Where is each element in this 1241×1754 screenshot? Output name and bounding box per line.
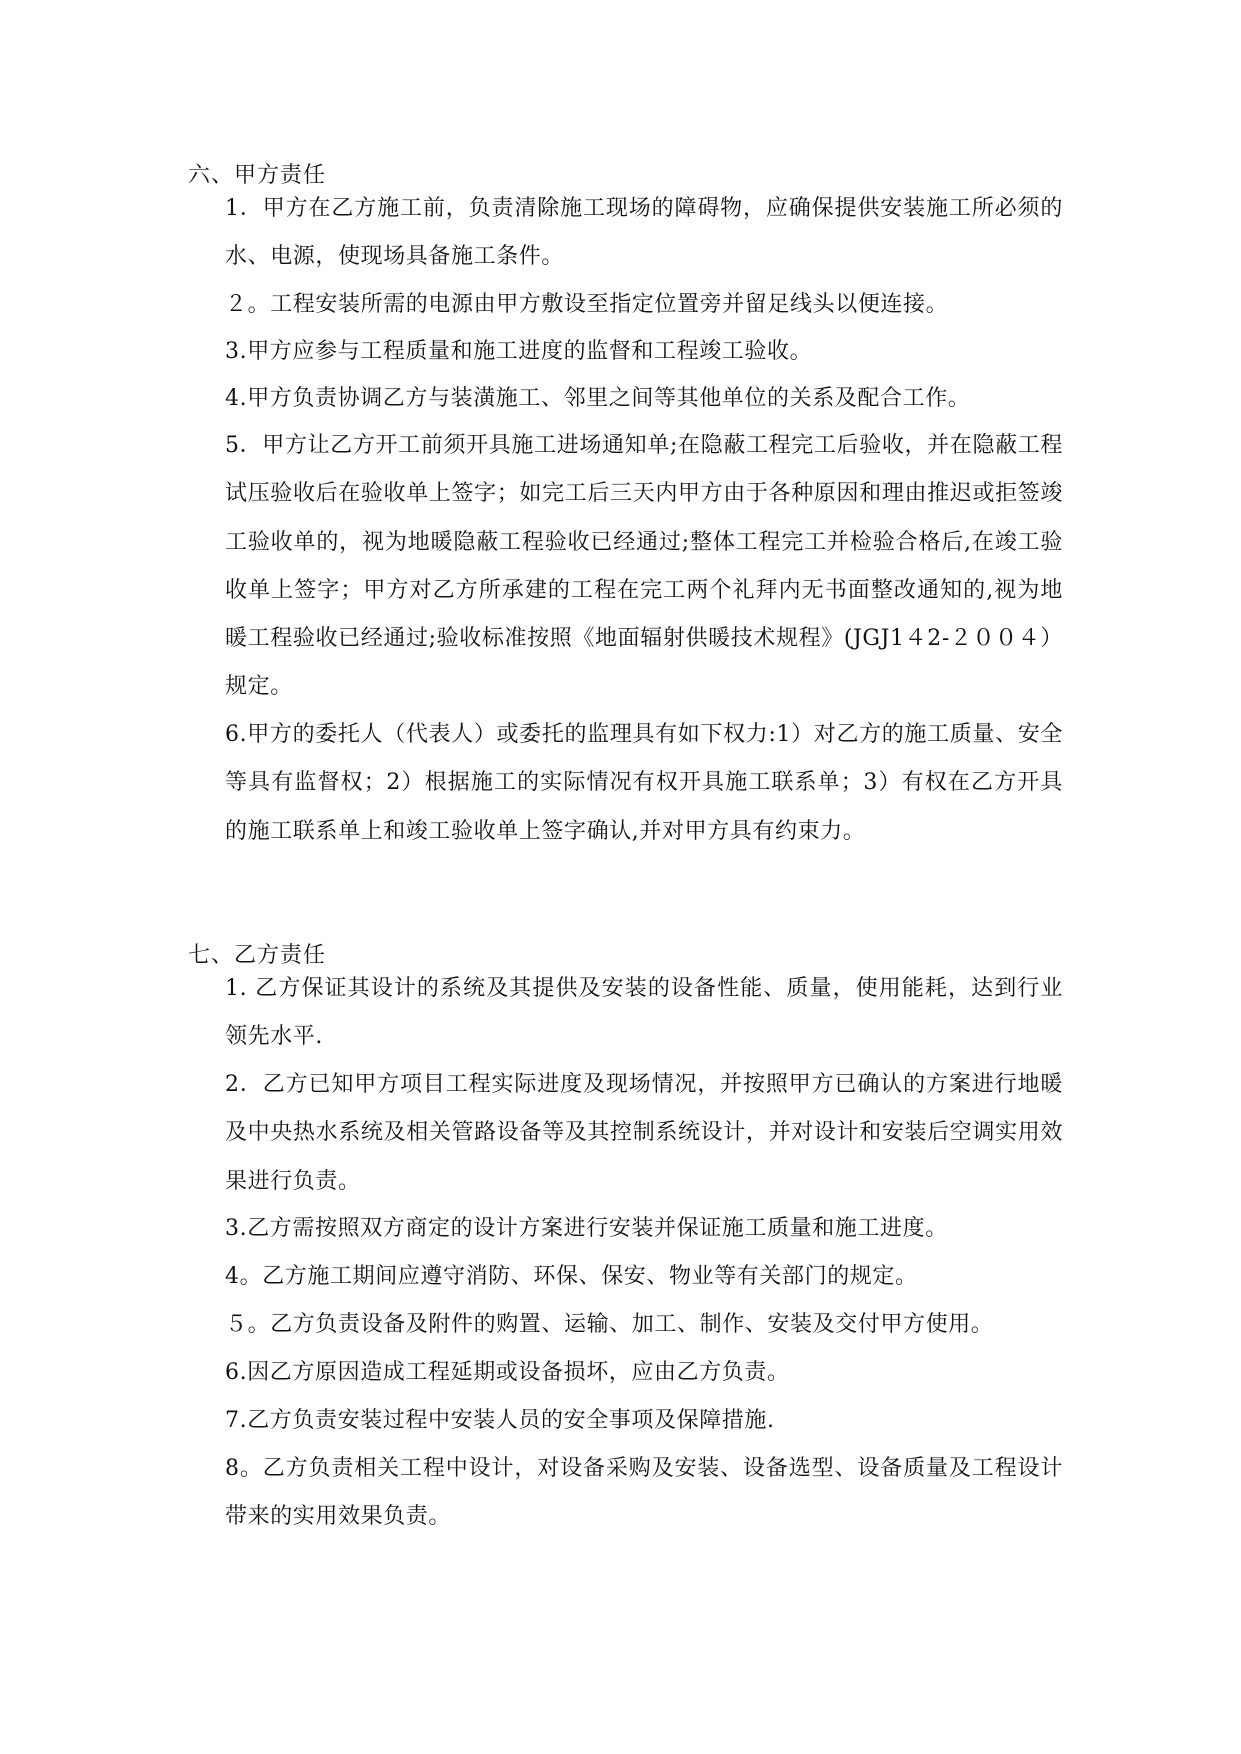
- clause-item: 6.因乙方原因造成工程延期或设备损坏，应由乙方负责。: [225, 1360, 790, 1385]
- clause-item: 8。乙方负责相关工程中设计，对设备采购及安装、设备选型、设备质量及工程设计带来的实用效果负责。: [225, 1456, 1063, 1530]
- clause-item: 6.甲方的委托人（代表人）或委托的监理具有如下权力:1）对乙方的施工质量、安全等具有监督权；2）根据施工的实际情况有权开具施工联系单；3）有权在乙方开具的施工联系单上和竣工验收单上签字确认,并对甲方具有约束力。: [225, 722, 1063, 844]
- clause-item: 2．乙方已知甲方项目工程实际进度及现场情况，并按照甲方已确认的方案进行地暖及中央热水系统及相关管路设备等及其控制系统设计，并对设计和安装后空调实用效果进行负责。: [225, 1072, 1063, 1194]
- clause-item: 3.甲方应参与工程质量和施工进度的监督和工程竣工验收。: [225, 339, 813, 364]
- section-heading: 六、甲方责任: [188, 163, 327, 188]
- clause-item: 4。乙方施工期间应遵守消防、环保、保安、物业等有关部门的规定。: [225, 1264, 918, 1289]
- clause-item: ２。工程安装所需的电源由甲方敷设至指定位置旁并留足线头以便连接。: [225, 292, 949, 317]
- clause-item: 1．甲方在乙方施工前，负责清除施工现场的障碍物，应确保提供安装施工所必须的水、电源，使现场具备施工条件。: [225, 196, 1063, 270]
- clause-item: 5．甲方让乙方开工前须开具施工进场通知单;在隐蔽工程完工后验收，并在隐蔽工程试压验收后在验收单上签字；如完工后三天内甲方由于各种原因和理由推迟或拒签竣工验收单的，视为地暖隐蔽工程验收已经通过;整体工程完工并检验合格后,在竣工验收单上签字；甲方对乙方所承建的工程在完工两个礼拜内无书面整改通知的,视为地暖工程验收已经通过;验收标准按照《地面辐射供暖技术规程》(JGJ1４2-２００４）规定。: [225, 433, 1063, 700]
- clause-item: 3.乙方需按照双方商定的设计方案进行安装并保证施工质量和施工进度。: [225, 1216, 948, 1241]
- clause-item: 7.乙方负责安装过程中安装人员的安全事项及保障措施.: [225, 1408, 775, 1433]
- clause-item: 4.甲方负责协调乙方与装潢施工、邻里之间等其他单位的关系及配合工作。: [225, 386, 971, 411]
- clause-item: 1. 乙方保证其设计的系统及其提供及安装的设备性能、质量，使用能耗，达到行业领先水平.: [225, 976, 1063, 1050]
- clause-item: ５。乙方负责设备及附件的购置、运输、加工、制作、安装及交付甲方使用。: [225, 1312, 994, 1337]
- section-heading: 七、乙方责任: [188, 943, 327, 968]
